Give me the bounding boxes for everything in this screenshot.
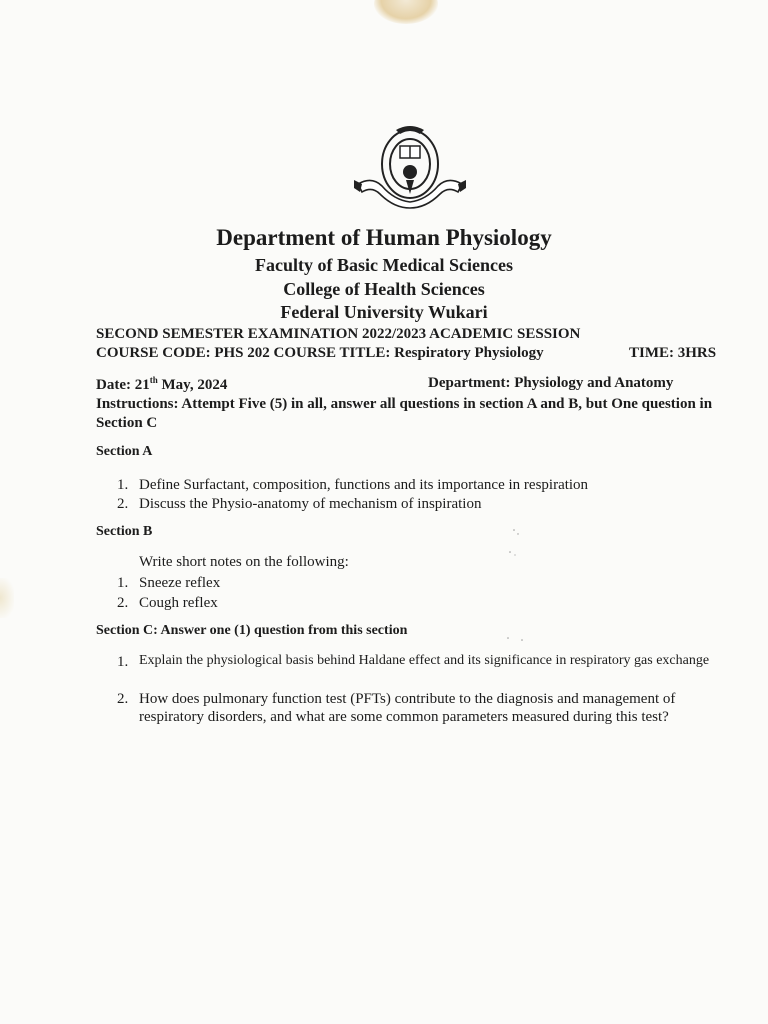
date-prefix: Date: 21 (96, 377, 150, 393)
section-b-heading: Section B (96, 524, 153, 539)
section-c-heading: Section C: Answer one (1) question from this section (96, 623, 408, 638)
item-text: Define Surfactant, composition, functions and its importance in respiration (139, 477, 589, 493)
course-info: COURSE CODE: PHS 202 COURSE TITLE: Respiratory Physiology (96, 345, 544, 361)
item-text: How does pulmonary function test (PFTs) contribute to the diagnosis and management of respiratory disorders, and what are some common parameters measured during this test? (139, 691, 676, 725)
item-text: Discuss the Physio-anatomy of mechanism of inspiration (139, 496, 482, 512)
university-crest-icon (354, 124, 466, 216)
item-number: 2. (117, 595, 129, 611)
section-a-heading: Section A (96, 444, 153, 459)
paper-specks (500, 520, 540, 650)
item-number: 1. (117, 575, 129, 591)
item-number: 1. (117, 654, 129, 670)
section-b-intro: Write short notes on the following: (139, 554, 349, 570)
exam-title: SECOND SEMESTER EXAMINATION 2022/2023 ACADEMIC SESSION (96, 326, 581, 342)
paper-stain (374, 0, 438, 24)
item-number: 1. (117, 477, 129, 493)
exam-time: TIME: 3HRS (629, 345, 717, 361)
college-title: College of Health Sciences (283, 279, 485, 299)
paper-edge-mark (0, 578, 14, 618)
date-sup: th (149, 375, 158, 385)
item-number: 2. (117, 496, 129, 512)
faculty-title: Faculty of Basic Medical Sciences (255, 255, 513, 275)
exam-date (96, 375, 227, 394)
item-text: Explain the physiological basis behind Haldane effect and its significance in respiratory gas exchange (139, 653, 710, 668)
item-text: Sneeze reflex (139, 575, 221, 591)
university-title: Federal University Wukari (280, 302, 488, 322)
exam-instructions: Instructions: Attempt Five (5) in all, answer all questions in section A and B, but One question in Section C (96, 396, 713, 431)
department-title: Department of Human Physiology (216, 225, 552, 250)
item-text: Cough reflex (139, 595, 218, 611)
date-suffix: May, 2024 (157, 377, 228, 393)
item-number: 2. (117, 691, 129, 707)
course-line (96, 345, 717, 362)
exam-department: Department: Physiology and Anatomy (428, 375, 674, 391)
